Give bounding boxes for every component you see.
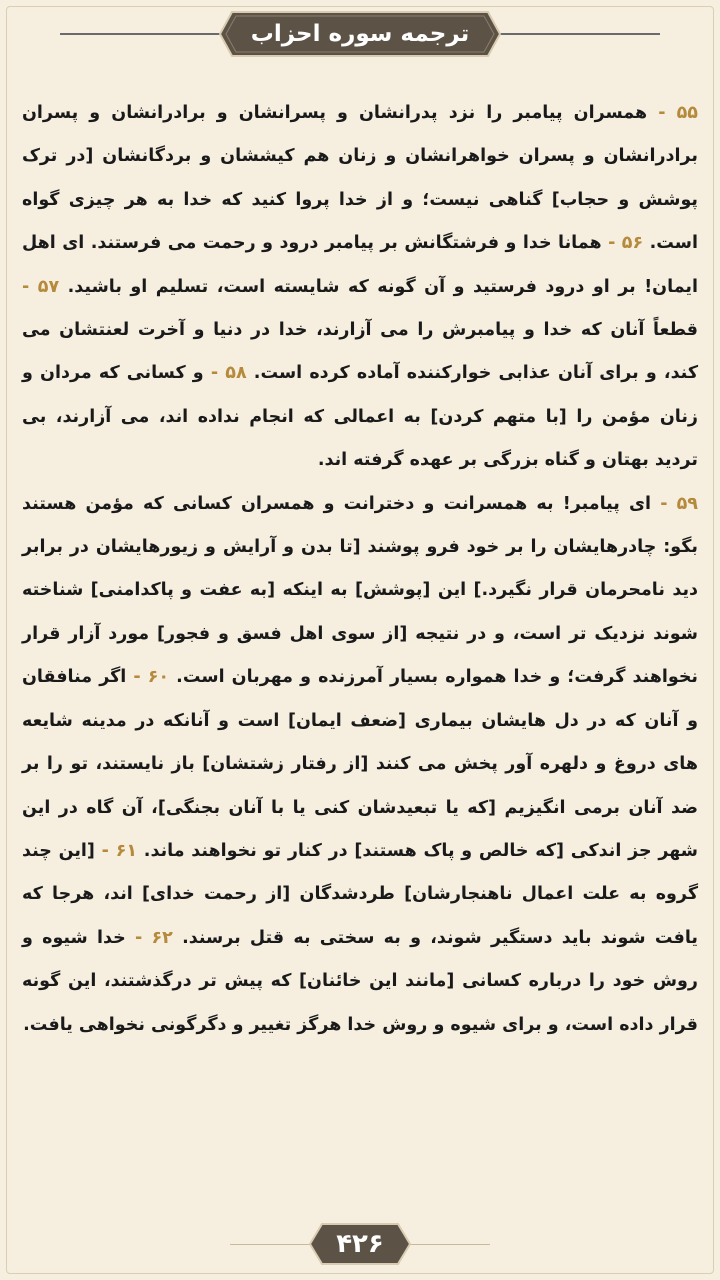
paragraph	[22, 494, 698, 1035]
verse-number: ۵۸ -	[210, 363, 247, 384]
verse-number: ۵۵ -	[658, 103, 698, 123]
verse-text: قطعاً آنان که خدا و پیامبرش را می آزارند، خدا در دنیا و آخرت لعنتشان می کند، و برای آنان عذابی خوارکننده آماده کرده است.	[22, 320, 698, 384]
verse-text: خدا شیوه و روش خود را درباره کسانی [مانند این خائنان] که پیش تر درگذشتند، این گونه قرار داده است، و برای شیوه و روش خدا هرگز تغییر و دگرگونی نخواهی یافت.	[22, 927, 698, 1035]
header-rule-right	[500, 33, 660, 35]
paragraph	[22, 103, 698, 470]
page-number: ۴۲۶	[336, 1229, 384, 1259]
verse-text: همسران پیامبر را نزد پدرانشان و پسرانشان و برادرانشان و پسران برادرانشان و پسران خواهرانشان و زنان هم کیششان و بردگانشان [در ترک پوشش و حجاب] گناهی نیست؛ و از خدا پروا کنید که خدا به هر چیزی گواه است.	[22, 103, 699, 254]
verse-number: ۵۹ -	[660, 493, 698, 514]
translation-text	[22, 92, 698, 1047]
footer-rule-right	[410, 1244, 490, 1245]
verse-text: همانا خدا و فرشتگانش بر پیامبر درود و رحمت می فرستند. ای اهل ایمان! بر او درود فرستید و آن گونه که شایسته است، تسلیم او باشید.	[22, 233, 698, 297]
verse-number: ۶۲ -	[134, 927, 173, 948]
verse-text: و کسانی که مردان و زنان مؤمن را [با متهم کردن] به اعمالی که انجام نداده اند، می آزارند، بی تردید بهتان و گناه بزرگی بر عهده گرفته اند.	[22, 363, 698, 471]
title-banner	[218, 10, 502, 58]
page-title: ترجمه سوره احزاب	[250, 21, 470, 47]
verse-number: ۵۷ -	[22, 276, 60, 297]
verse-text: اگر منافقان و آنان که در دل هایشان بیماری [ضعف ایمان] است و آنانکه در مدینه شایعه های دروغ و دلهره آور پخش می کنند [از رفتار زشتشان] باز نایستند، تو را بر ضد آنان برمی انگیزیم [که یا تبعیدشان کنی یا با آنان بجنگی]، آن گاه در این شهر جز اندکی [که خالص و پاک هستند] در کنار تو نخواهند ماند.	[22, 667, 698, 861]
verse-text: ای پیامبر! به همسرانت و دخترانت و همسران کسانی که مؤمن هستند بگو: چادرهایشان را بر خود فرو پوشند [تا بدن و آرایش و زیورهایشان در برابر دید نامحرمان قرار نگیرد.] این [پوشش] به اینکه [به عفت و پاکدامنی] شناخته شوند نزدیک تر است، و در نتیجه [از سوی اهل فسق و فجور] مورد آزار قرار نخواهند گرفت؛ و خدا همواره بسیار آمرزنده و مهربان است.	[22, 493, 699, 688]
footer-rule-left	[230, 1244, 310, 1245]
verse-number: ۵۶ -	[608, 233, 644, 254]
verse-number: ۶۱ -	[101, 840, 138, 861]
header-rule-left	[60, 33, 220, 35]
verse-text: [این چند گروه به علت اعمال ناهنجارشان] طردشدگان [از رحمت خدای] اند، هرجا که یافت شوند باید دستگیر شوند، و به سختی به قتل برسند.	[22, 840, 698, 948]
page-number-badge	[308, 1222, 412, 1266]
verse-number: ۶۰ -	[133, 667, 170, 688]
